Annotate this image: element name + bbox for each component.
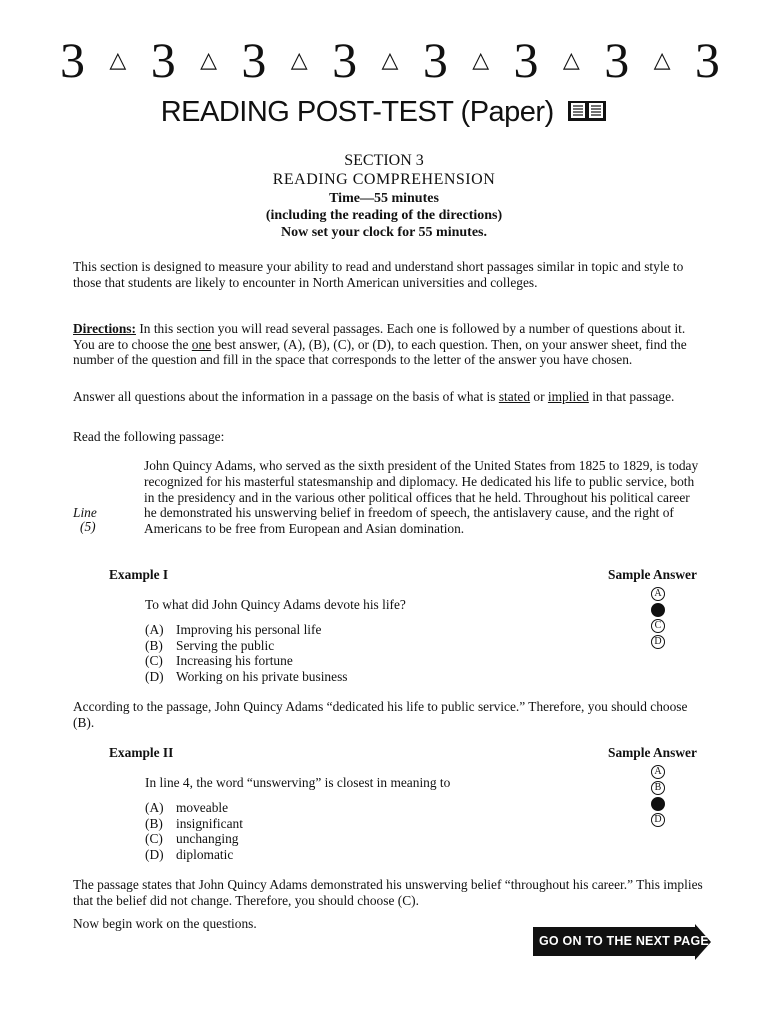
option-letter: (B) xyxy=(145,815,163,831)
option-text: diplomatic xyxy=(176,846,234,862)
section-name: READING COMPREHENSION xyxy=(272,171,496,188)
option xyxy=(145,669,348,685)
example-2-explanation: The passage states that John Quincy Adams demonstrated his unswerving belief “throughout his career.” This implies that the belief did not change. Therefore, you should choose (C). xyxy=(73,877,703,908)
option-letter: (A) xyxy=(145,800,164,815)
triangle-icon: △ xyxy=(290,47,308,72)
banner-number: 3 xyxy=(150,32,176,88)
option xyxy=(145,622,348,638)
answer-bubble-d: D xyxy=(651,635,665,649)
option-letter: (A) xyxy=(145,622,164,637)
example-1-answer-bubbles xyxy=(646,587,670,651)
go-on-label: GO ON TO THE NEXT PAGE xyxy=(539,934,709,948)
open-book-icon xyxy=(567,97,607,130)
example-2-heading: Example II xyxy=(109,745,174,760)
option-letter: (D) xyxy=(145,668,164,684)
example-1-heading: Example I xyxy=(109,567,169,582)
section-banner xyxy=(60,32,720,88)
triangle-icon: △ xyxy=(109,47,127,72)
example-1-options xyxy=(145,622,348,684)
passage-text: John Quincy Adams, who served as the sixth president of the United States from 1825 to 1829, is today recognized for his masterful statesmanship and diplomacy. He dedicated his life to public service, both in the presidency and in the various other political offices that he held. Throughout his political career he demonstrated his unswerving belief in freedom of speech, the antislavery cause, and the right of Americans to be free from European and Asian domination. xyxy=(144,458,699,537)
banner-number: 3 xyxy=(694,32,720,88)
answer-bubble-a: A xyxy=(651,765,665,779)
example-2-sample-heading: Sample Answer xyxy=(608,745,697,760)
directions-paragraph xyxy=(73,321,703,368)
example-2-question: In line 4, the word “unswerving” is closest in meaning to xyxy=(145,775,451,790)
page-title-text: READING POST-TEST (Paper) xyxy=(160,96,554,128)
line-label: Line xyxy=(73,505,97,520)
option-letter: (C) xyxy=(145,831,163,847)
time-limit: Time—55 minutes xyxy=(329,191,439,206)
directions-text-1: In this section you will read several passages. Each one is followed by a number of questions about it. You are to choose the xyxy=(73,321,686,352)
banner-number: 3 xyxy=(604,32,630,88)
option-text: moveable xyxy=(176,800,229,815)
answer-all-text-1: Answer all questions about the information in a passage on the basis of what is xyxy=(73,389,499,404)
triangle-icon: △ xyxy=(472,47,490,72)
banner-number: 3 xyxy=(60,32,85,88)
option-text: Working on his private business xyxy=(176,668,348,684)
example-1-question: To what did John Quincy Adams devote his life? xyxy=(145,597,406,612)
option-letter: (C) xyxy=(145,653,163,669)
option xyxy=(145,638,348,654)
read-following: Read the following passage: xyxy=(73,429,225,444)
answer-bubble-d: D xyxy=(651,813,665,827)
banner-number: 3 xyxy=(513,32,539,88)
answer-all-paragraph xyxy=(73,389,703,405)
example-1-explanation: According to the passage, John Quincy Adams “dedicated his life to public service.” Therefore, you should choose (B). xyxy=(73,699,688,730)
answer-all-or: or xyxy=(530,389,548,404)
option-letter: (B) xyxy=(145,637,163,653)
option-text: insignificant xyxy=(176,815,243,831)
answer-bubble-b-filled: B xyxy=(651,603,665,617)
option xyxy=(145,831,243,847)
triangle-icon: △ xyxy=(653,47,671,72)
directions-label: Directions: xyxy=(73,321,136,336)
banner-number: 3 xyxy=(241,32,267,88)
example-1-sample-heading: Sample Answer xyxy=(608,567,697,582)
directions-text-2: best answer, (A), (B), (C), or (D), to each question. Then, on your answer sheet, find the number of the question and fill in the space that corresponds to the letter of the answer you have chosen. xyxy=(73,336,687,368)
go-on-next-page xyxy=(533,924,711,960)
answer-bubble-c-filled: C xyxy=(651,797,665,811)
page-title xyxy=(0,96,768,130)
option-letter: (D) xyxy=(145,846,164,862)
option xyxy=(145,847,243,863)
answer-all-stated: stated xyxy=(498,389,531,404)
triangle-icon: △ xyxy=(200,47,218,72)
option-text: Serving the public xyxy=(176,637,275,653)
directions-one: one xyxy=(191,336,212,352)
answer-all-text-2: in that passage. xyxy=(588,389,675,404)
option xyxy=(145,816,243,832)
section-number: SECTION 3 xyxy=(344,152,424,169)
banner-number: 3 xyxy=(332,32,358,88)
time-note: (including the reading of the directions) xyxy=(265,208,503,223)
answer-bubble-a: A xyxy=(651,587,665,601)
option xyxy=(145,653,348,669)
triangle-icon: △ xyxy=(381,47,399,72)
banner-number: 3 xyxy=(422,32,448,88)
option-text: unchanging xyxy=(176,831,239,847)
example-2-options xyxy=(145,800,243,862)
line-number: (5) xyxy=(80,519,96,534)
option-text: Improving his personal life xyxy=(176,622,322,637)
intro-paragraph: This section is designed to measure your ability to read and understand short passages similar in topic and style to those that students are likely to encounter in North American universities and colleges. xyxy=(73,259,684,290)
example-2-answer-bubbles xyxy=(646,765,670,829)
begin-instruction: Now begin work on the questions. xyxy=(73,916,257,931)
answer-all-implied: implied xyxy=(547,389,589,404)
reading-passage xyxy=(108,458,702,537)
option xyxy=(145,800,243,816)
option-text: Increasing his fortune xyxy=(176,653,293,669)
answer-bubble-b: B xyxy=(651,781,665,795)
clock-instruction: Now set your clock for 55 minutes. xyxy=(281,225,487,240)
triangle-icon: △ xyxy=(562,47,580,72)
answer-bubble-c: C xyxy=(651,619,665,633)
